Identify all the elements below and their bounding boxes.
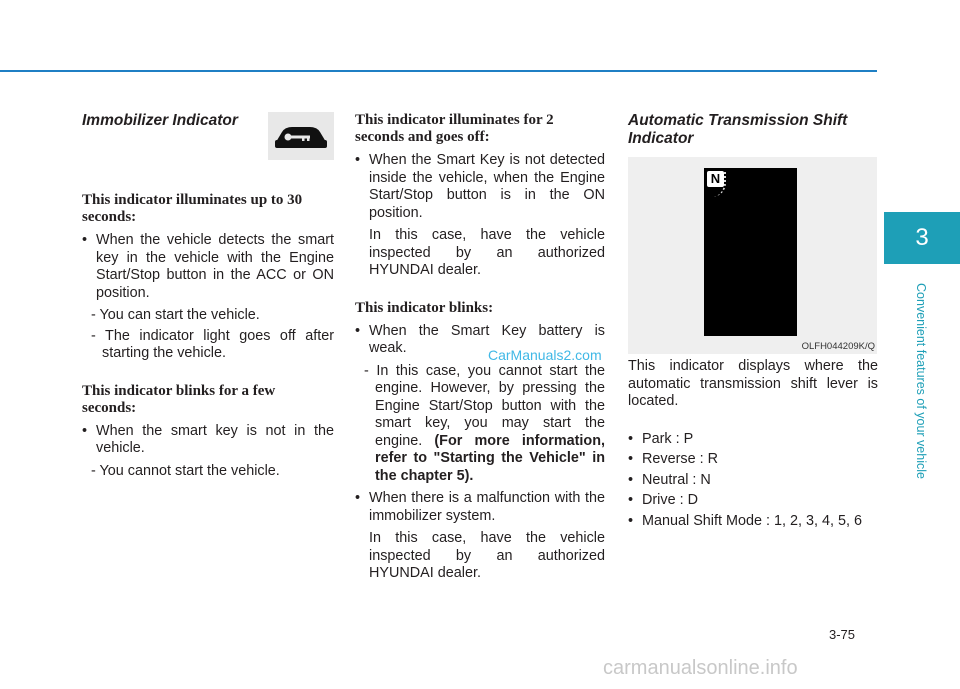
bullet-not-in-vehicle: • When the smart key is not in the vehicle.: [82, 423, 334, 458]
car-key-icon: [268, 112, 334, 160]
gear-item: • Reverse : R: [628, 451, 878, 469]
subheading-blinks-2: This indicator blinks:: [355, 299, 494, 316]
header-rule: [0, 70, 877, 72]
subheading-illuminates: This indicator illuminates up to 30 seconds:: [82, 192, 303, 225]
shift-indicator-figure: [628, 157, 877, 354]
reference-note: (For more information, refer to "Starting the Vehicle" in the chapter 5).: [375, 432, 605, 484]
instrument-cluster-image: [704, 168, 797, 336]
subheading-blinks: This indicator blinks for a few seconds:: [82, 382, 276, 416]
figure-code: OLFH044209K/Q: [801, 341, 875, 352]
dash-can-start: - You can start the vehicle.: [91, 307, 260, 323]
immobilizer-indicator: [268, 112, 334, 160]
gear-item: • Neutral : N: [628, 472, 878, 490]
chapter-title: [908, 268, 928, 494]
shift-desc: This indicator displays where the automatic transmission shift lever is located.: [628, 358, 878, 409]
dash-light-off: - The indicator light goes off after starting the vehicle.: [91, 327, 334, 361]
bullet-detects: • When the vehicle detects the smart key in the vehicle with the Engine Start/Stop button in the ACC or ON position.: [82, 232, 334, 302]
inspect-note-2: In this case, have the vehicle inspected by an authorized HYUNDAI dealer.: [369, 530, 605, 581]
shift-description: [628, 358, 878, 530]
chapter-title-text: Convenient features of your vehicle: [914, 283, 928, 479]
bullet-malfunction: • When there is a malfunction with the immobilizer system.: [355, 490, 605, 525]
chapter-tab: 3: [884, 212, 960, 264]
subheading-2-seconds: This indicator illuminates for 2 seconds and goes off:: [355, 112, 554, 145]
dash-text: - In this case, you cannot start the engine. However, by pressing the Engine Start/Stop button with the smart key, you may start the engine.: [364, 362, 605, 449]
gear-item: • Manual Shift Mode : 1, 2, 3, 4, 5, 6: [628, 513, 878, 531]
shift-heading: Automatic Transmission Shift Indicator: [628, 112, 848, 147]
dash-cannot-start: - You cannot start the vehicle.: [91, 462, 280, 479]
gear-list: [628, 431, 878, 531]
bullet-not-detected: • When the Smart Key is not detected inside the vehicle, when the Engine Start/Stop button is in the ON position.: [355, 152, 605, 222]
dash-cannot-start-engine: [355, 363, 605, 486]
gear-item: • Park : P: [628, 431, 878, 449]
gear-item: • Drive : D: [628, 492, 878, 510]
page-number: 3-75: [829, 627, 856, 642]
overlay-watermark: CarManuals2.com: [488, 347, 602, 363]
immobilizer-heading: Immobilizer Indicator: [82, 112, 238, 129]
shift-indicator-section: [628, 112, 878, 148]
footer-watermark: carmanualsonline.info: [603, 657, 798, 679]
inspect-note-1: In this case, have the vehicle inspected by an authorized HYUNDAI dealer.: [369, 227, 605, 278]
bullet-battery-weak: • When the Smart Key battery is weak.: [355, 323, 605, 358]
gear-badge: N: [707, 171, 724, 187]
immobilizer-section: [82, 112, 334, 480]
